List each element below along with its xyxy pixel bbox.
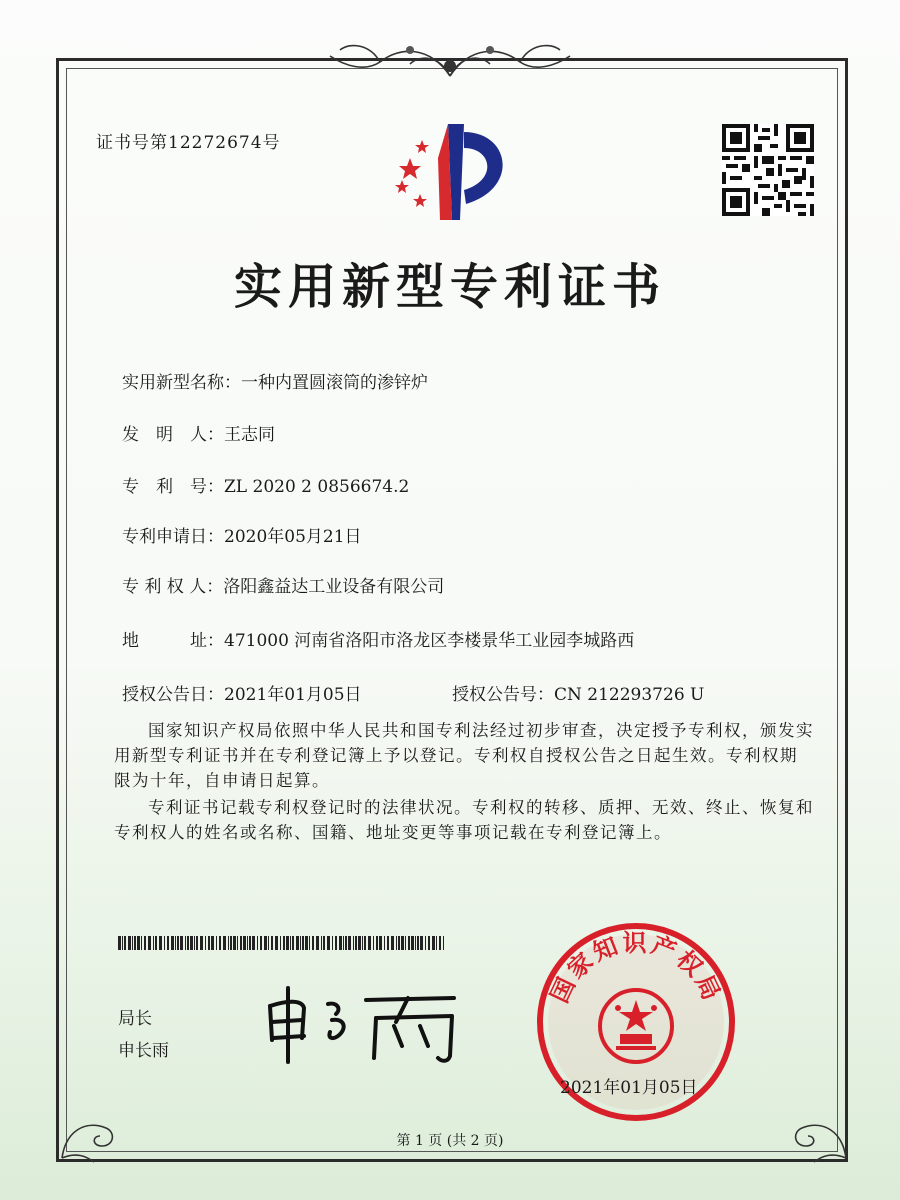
field-value: 洛阳鑫益达工业设备有限公司	[223, 577, 445, 597]
field-label: 授权公告号：	[452, 685, 554, 705]
field-label: 专利申请日：	[122, 527, 224, 547]
field-grant-announce-number	[452, 680, 704, 705]
field-value: CN 212293726 U	[554, 685, 705, 705]
field-label: 实用新型名称：	[122, 373, 241, 393]
field-utility-model-name	[122, 368, 428, 393]
field-label: 专 利 权 人：	[122, 577, 224, 597]
body-paragraph-1: 国家知识产权局依照中华人民共和国专利法经过初步审查，决定授予专利权，颁发实用新型专利证书并在专利登记簿上予以登记。专利权自授权公告之日起生效。专利权期限为十年，自申请日起算。	[114, 721, 814, 790]
svg-text:国家知识产权局: 国家知识产权局	[545, 929, 727, 1008]
field-label: 专 利 号：	[122, 477, 224, 497]
field-inventor	[122, 420, 275, 445]
barcode-icon	[118, 936, 444, 950]
field-value: 2020年05月21日	[224, 527, 362, 547]
field-patent-number	[122, 472, 409, 497]
cnipa-emblem-icon	[380, 118, 530, 228]
field-value: ZL 2020 2 0856674.2	[224, 477, 410, 497]
field-label: 地 址：	[122, 631, 224, 651]
seal-date: 2021年01月05日	[560, 1078, 698, 1098]
qr-code-icon	[722, 124, 814, 216]
field-value: 王志同	[224, 425, 275, 445]
certificate-title: 实用新型专利证书	[233, 259, 666, 315]
field-value: 一种内置圆滚筒的渗锌炉	[241, 373, 428, 393]
body-paragraph-2: 专利证书记载专利权登记时的法律状况。专利权的转移、质押、无效、终止、恢复和专利权人的姓名或名称、国籍、地址变更等事项记载在专利登记簿上。	[114, 798, 814, 842]
field-value: 2021年01月05日	[224, 685, 362, 705]
director-title: 局长	[118, 1009, 152, 1029]
field-application-date	[122, 522, 362, 547]
field-value: 471000 河南省洛阳市洛龙区李楼景华工业园李城路西	[224, 631, 635, 651]
handwritten-signature	[258, 982, 468, 1064]
top-ornament-icon	[310, 36, 590, 82]
director-name: 申长雨	[118, 1041, 169, 1061]
field-address	[122, 626, 634, 651]
field-label: 授权公告日：	[122, 685, 224, 705]
field-grant-announce-date	[122, 680, 362, 705]
field-label: 发 明 人：	[122, 425, 224, 445]
page-number: 第 1 页 (共 2 页)	[396, 1133, 504, 1149]
certificate-number: 证书号第12272674号	[96, 133, 281, 153]
field-patentee	[122, 572, 444, 597]
